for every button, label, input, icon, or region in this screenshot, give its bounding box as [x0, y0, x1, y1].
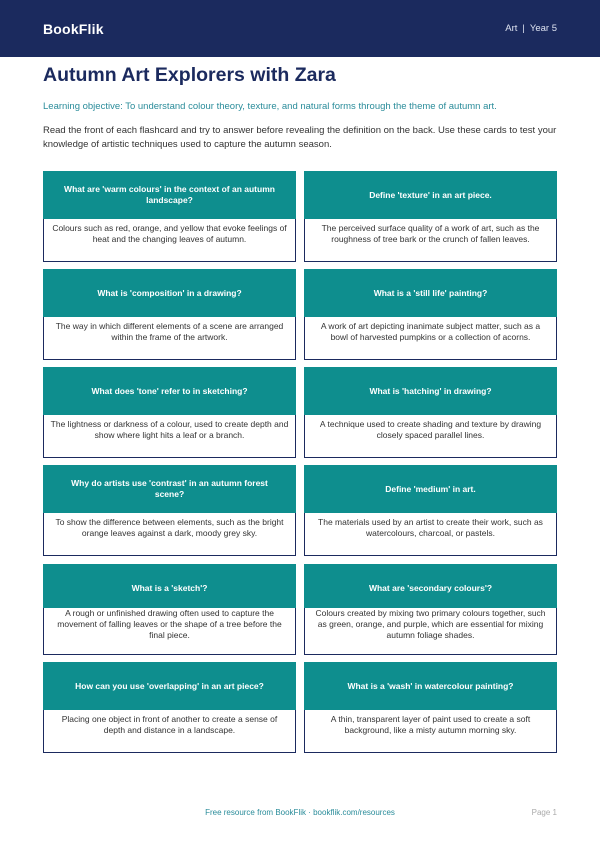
brand-logo-text[interactable]: BookFlik [43, 20, 104, 37]
flashcard-back: To show the difference between elements, such as the bright orange leaves against a dark, moody grey sky. [43, 513, 296, 556]
learning-objective: Learning objective: To understand colour theory, texture, and natural forms through the theme of autumn art. [43, 101, 497, 112]
flashcard[interactable] [43, 367, 296, 458]
footer-link[interactable]: Free resource from BookFlik · bookflik.com/resources [205, 808, 395, 817]
flashcard-front[interactable]: How can you use 'overlapping' in an art piece? [43, 662, 296, 710]
flashcard-back: The materials used by an artist to create their work, such as watercolours, charcoal, or pastels. [304, 513, 557, 556]
flashcard-front[interactable]: What are 'warm colours' in the context of an autumn landscape? [43, 171, 296, 219]
flashcard-front[interactable]: Why do artists use 'contrast' in an autumn forest scene? [43, 465, 296, 513]
flashcard-front[interactable]: Define 'texture' in an art piece. [304, 171, 557, 219]
flashcard-front[interactable]: What is a 'still life' painting? [304, 269, 557, 317]
flashcard-back: The perceived surface quality of a work of art, such as the roughness of tree bark or the crunch of fallen leaves. [304, 219, 557, 262]
flashcard[interactable] [304, 662, 557, 753]
flashcard[interactable] [43, 564, 296, 655]
intro-text: Read the front of each flashcard and try to answer before revealing the definition on the back. Use these cards to test your knowledge of artistic techniques used to capture the autumn season. [43, 125, 557, 150]
flashcard-front[interactable]: What is a 'sketch'? [43, 564, 296, 612]
flashcard-back: The lightness or darkness of a colour, used to create depth and show where light hits a leaf or a branch. [43, 415, 296, 458]
flashcard-front[interactable]: Define 'medium' in art. [304, 465, 557, 513]
flashcard-front[interactable]: What are 'secondary colours'? [304, 564, 557, 612]
flashcard-back: A technique used to create shading and texture by drawing closely spaced parallel lines. [304, 415, 557, 458]
flashcard-back: A thin, transparent layer of paint used to create a soft background, like a misty autumn morning sky. [304, 710, 557, 753]
flashcard[interactable] [43, 269, 296, 360]
flashcard[interactable] [304, 367, 557, 458]
header-bar [0, 0, 600, 57]
flashcard-back: The way in which different elements of a scene are arranged within the frame of the artwork. [43, 317, 296, 360]
flashcard-front[interactable]: What is 'hatching' in drawing? [304, 367, 557, 415]
page-number: Page 1 [531, 808, 557, 817]
flashcard-back: Colours created by mixing two primary colours together, such as green, orange, and purple, which are essential for mixing autumn foliage shades. [304, 608, 557, 655]
flashcard[interactable] [304, 171, 557, 262]
page-title: Autumn Art Explorers with Zara [43, 64, 336, 86]
flashcard[interactable] [43, 465, 296, 556]
flashcard-back: A rough or unfinished drawing often used to capture the movement of falling leaves or the shape of a tree before the final piece. [43, 608, 296, 655]
flashcard-front[interactable]: What does 'tone' refer to in sketching? [43, 367, 296, 415]
flashcard-back: Placing one object in front of another to create a sense of depth and distance in a landscape. [43, 710, 296, 753]
year-label: Year 5 [529, 23, 557, 34]
flashcard-front[interactable]: What is 'composition' in a drawing? [43, 269, 296, 317]
flashcard[interactable] [304, 465, 557, 556]
flashcard[interactable] [304, 269, 557, 360]
flashcard-back: Colours such as red, orange, and yellow that evoke feelings of heat and the changing leaves of autumn. [43, 219, 296, 262]
flashcard[interactable] [43, 662, 296, 753]
flashcard[interactable] [43, 171, 296, 262]
flashcard-front[interactable]: What is a 'wash' in watercolour painting? [304, 662, 557, 710]
subject-label: Art [505, 23, 518, 34]
header-separator: | [522, 23, 525, 34]
flashcard[interactable] [304, 564, 557, 655]
flashcard-back: A work of art depicting inanimate subject matter, such as a bowl of harvested pumpkins or a collection of acorns. [304, 317, 557, 360]
header-meta [505, 23, 557, 34]
